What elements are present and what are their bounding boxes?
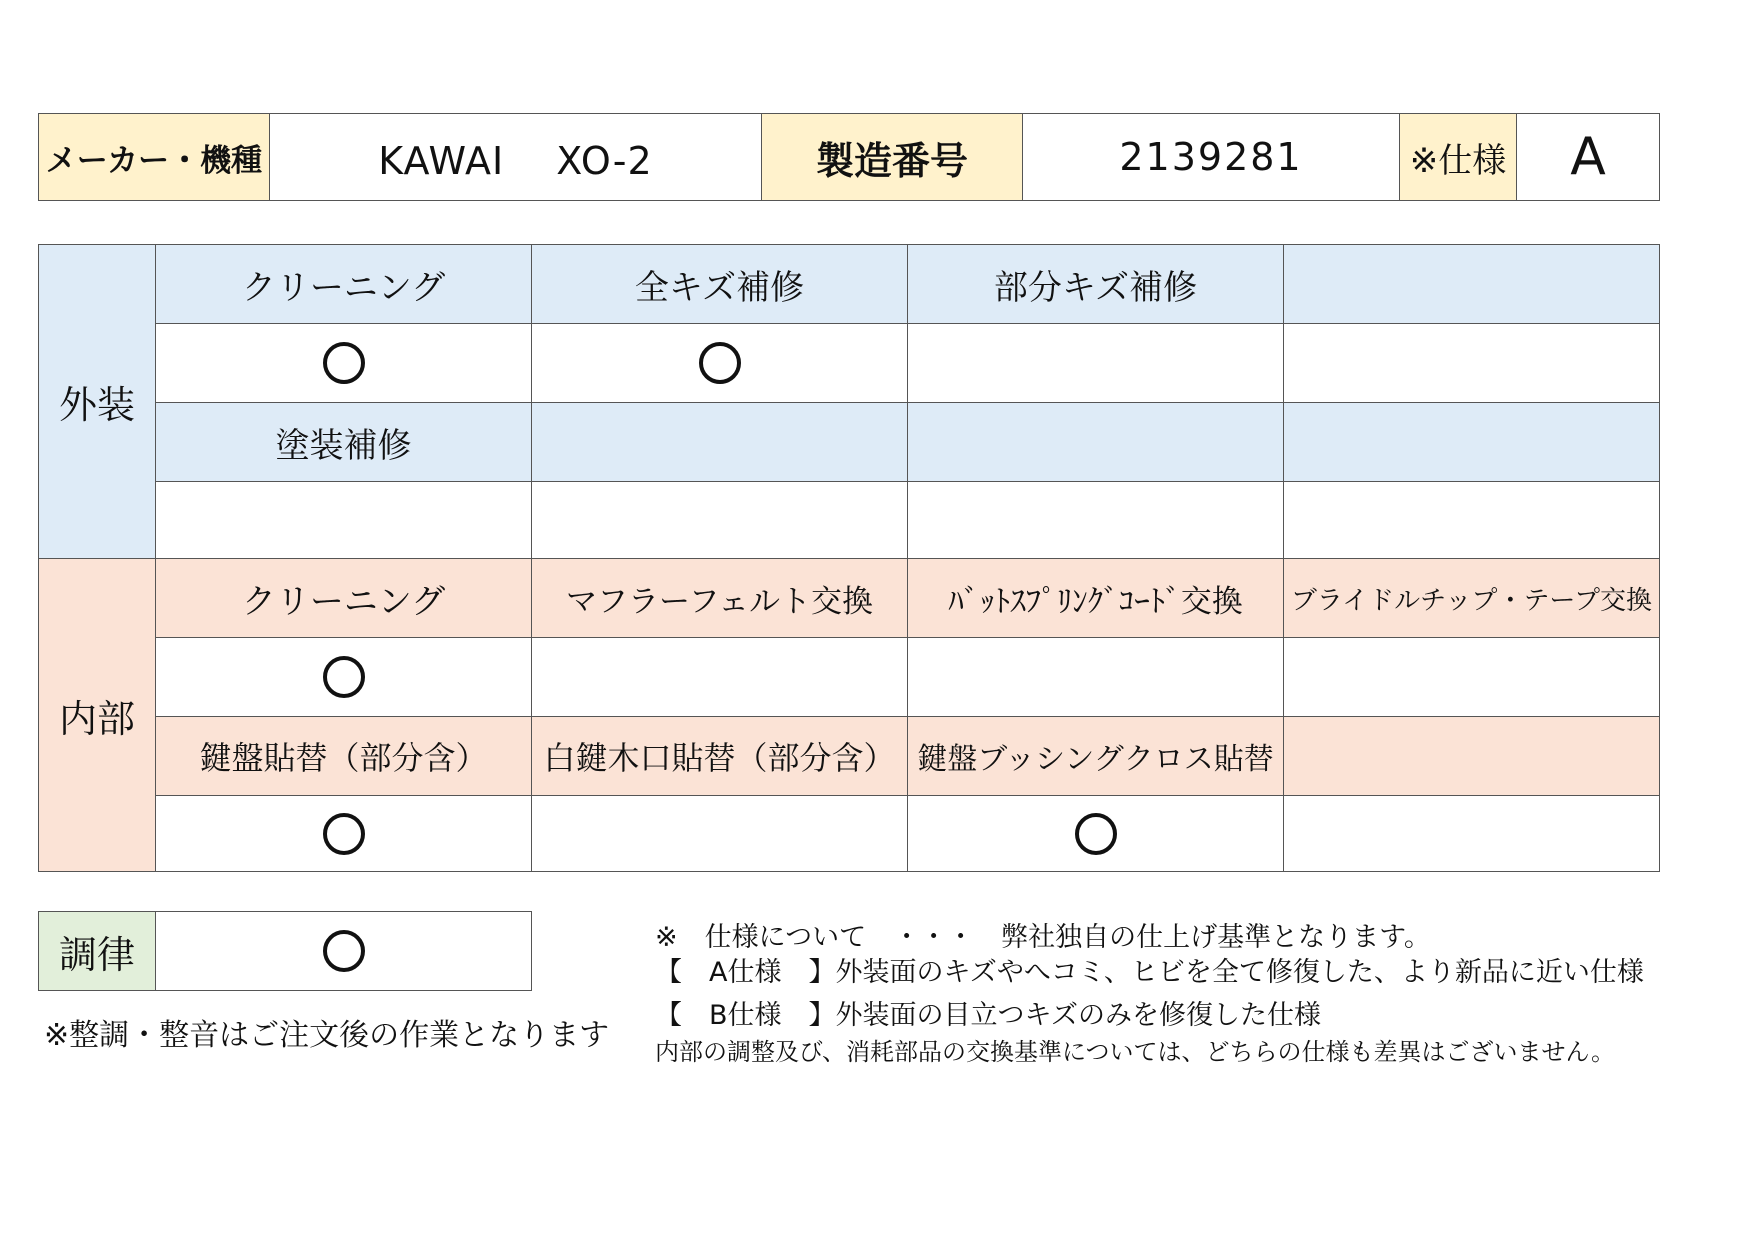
- circle-mark-icon: [1075, 813, 1117, 855]
- exterior-mark-empty-2: [531, 481, 908, 559]
- interior-header-key-covering: 鍵盤貼替（部分含）: [155, 716, 532, 796]
- interior-header-cleaning: クリーニング: [155, 558, 532, 638]
- exterior-header-paint-repair: 塗装補修: [155, 402, 532, 482]
- circle-mark-icon: [323, 656, 365, 698]
- tuning-label: 調律: [38, 911, 156, 991]
- spec-note-line3: 【 B仕様 】外装面の目立つキズのみを修復した仕様: [655, 1000, 1321, 1031]
- serial-number-label: 製造番号: [761, 113, 1023, 201]
- spec-label: ※仕様: [1399, 113, 1517, 201]
- tuning-note: ※整調・整音はご注文後の作業となります: [44, 1018, 610, 1053]
- interior-mark-empty: [1283, 795, 1660, 872]
- exterior-mark-partial-scratch-repair: [907, 323, 1284, 403]
- maker-model-value: KAWAI XO-2: [269, 113, 762, 201]
- exterior-mark-empty: [1283, 323, 1660, 403]
- exterior-header-empty: [1283, 244, 1660, 324]
- interior-mark-butt-spring-cord: [907, 637, 1284, 717]
- circle-mark-icon: [699, 342, 741, 384]
- interior-mark-key-bushing-cloth: [907, 795, 1284, 872]
- serial-number-value: 2139281: [1022, 113, 1400, 201]
- exterior-header-full-scratch-repair: 全キズ補修: [531, 244, 908, 324]
- interior-header-white-key-front: 白鍵木口貼替（部分含）: [531, 716, 908, 796]
- spec-note-line1: ※ 仕様について ・・・ 弊社独自の仕上げ基準となります。: [655, 922, 1431, 953]
- exterior-header-partial-scratch-repair: 部分キズ補修: [907, 244, 1284, 324]
- spec-note-line4: 内部の調整及び、消耗部品の交換基準については、どちらの仕様も差異はございません。: [655, 1038, 1615, 1066]
- interior-mark-cleaning: [155, 637, 532, 717]
- exterior-mark-cleaning: [155, 323, 532, 403]
- maker-model-label: メーカー・機種: [38, 113, 270, 201]
- interior-mark-bridle-tip-tape: [1283, 637, 1660, 717]
- tuning-mark: [155, 911, 532, 991]
- exterior-section-label: 外装: [38, 244, 156, 559]
- circle-mark-icon: [323, 342, 365, 384]
- interior-mark-key-covering: [155, 795, 532, 872]
- exterior-mark-paint-repair: [155, 481, 532, 559]
- exterior-mark-empty-3: [907, 481, 1284, 559]
- circle-mark-icon: [323, 813, 365, 855]
- interior-section-label: 内部: [38, 558, 156, 872]
- exterior-mark-empty-4: [1283, 481, 1660, 559]
- circle-mark-icon: [323, 930, 365, 972]
- exterior-header-cleaning: クリーニング: [155, 244, 532, 324]
- interior-header-muffler-felt: マフラーフェルト交換: [531, 558, 908, 638]
- exterior-header-empty-3: [907, 402, 1284, 482]
- exterior-mark-full-scratch-repair: [531, 323, 908, 403]
- interior-mark-muffler-felt: [531, 637, 908, 717]
- interior-header-empty: [1283, 716, 1660, 796]
- spec-note-line2: 【 A仕様 】外装面のキズやへコミ、ヒビを全て修復した、より新品に近い仕様: [655, 957, 1644, 988]
- spec-value: A: [1516, 113, 1660, 201]
- exterior-header-empty-4: [1283, 402, 1660, 482]
- interior-header-key-bushing-cloth: 鍵盤ブッシングクロス貼替: [907, 716, 1284, 796]
- interior-header-butt-spring-cord: ﾊﾞｯﾄｽﾌﾟﾘﾝｸﾞｺｰﾄﾞ交換: [907, 558, 1284, 638]
- exterior-header-empty-2: [531, 402, 908, 482]
- interior-header-bridle-tip-tape: ブライドルチップ・テープ交換: [1283, 558, 1660, 638]
- interior-mark-white-key-front: [531, 795, 908, 872]
